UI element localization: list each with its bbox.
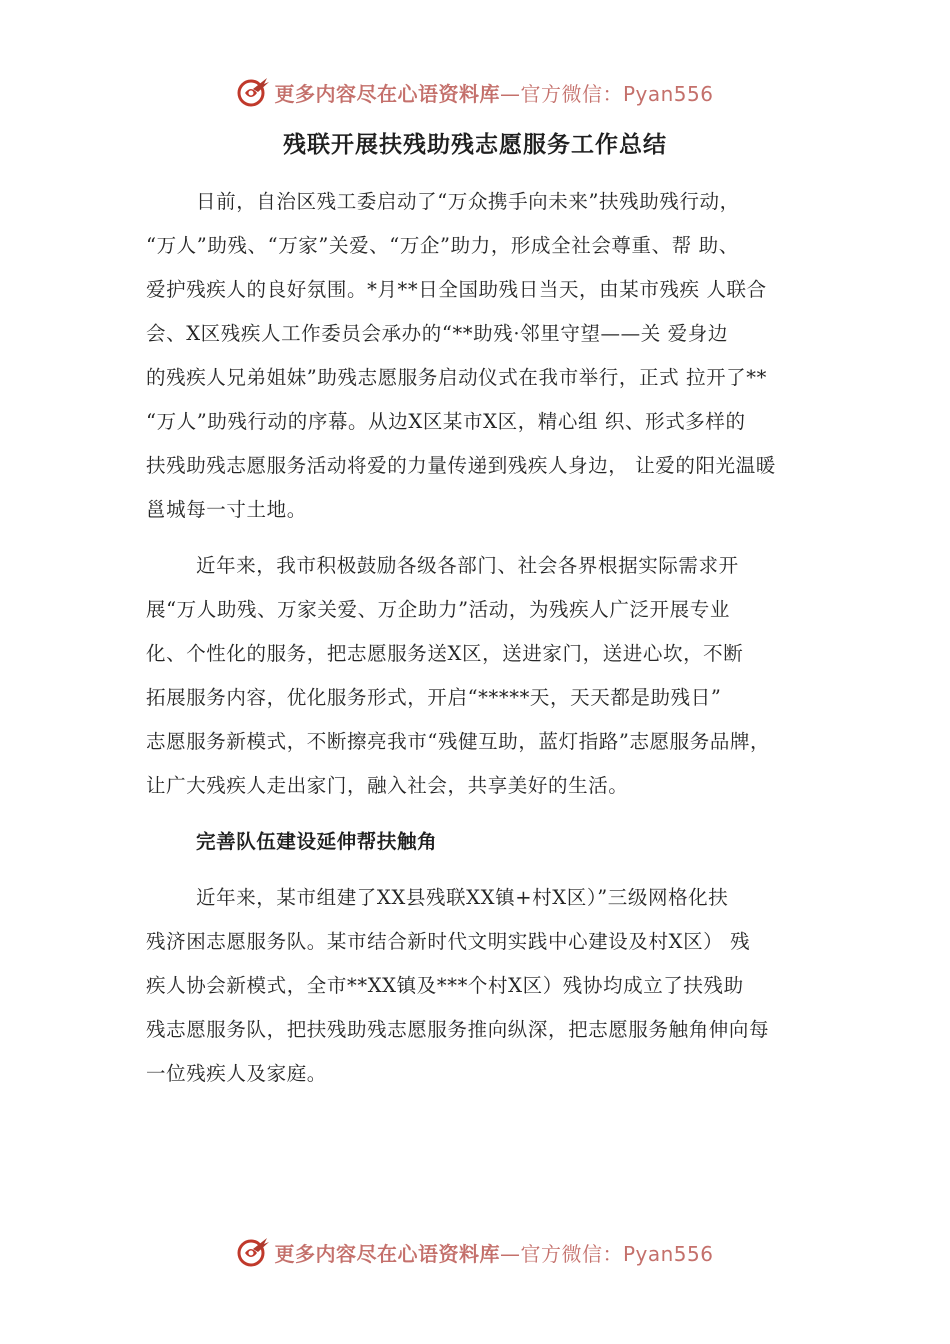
text-line: “万人”助残行动的序幕。从边X区某市X区，精心组 织、形式多样的 [146, 410, 746, 433]
text-line: 近年来，某市组建了XX县残联XX镇+村X区）”三级网格化扶 [196, 886, 729, 909]
text-line: 疾人协会新模式，全市**XX镇及***个村X区）残协均成立了扶残助 [146, 974, 744, 997]
watermark-text: 更多内容尽在心语资料库—官方微信：Pyan556 [274, 81, 714, 106]
text-line: 的残疾人兄弟姐妹”助残志愿服务启动仪式在我市举行，正式 拉开了** [146, 366, 767, 389]
document-title: 残联开展扶残助残志愿服务工作总结 [283, 132, 667, 158]
text-line: 爱护残疾人的良好氛围。*月**日全国助残日当天，由某市残疾 人联合 [146, 278, 767, 301]
text-line: 化、个性化的服务，把志愿服务送X区，送进家门，送进心坎，不断 [146, 642, 744, 665]
footer-watermark-banner [0, 1232, 950, 1272]
document-body [146, 180, 836, 1096]
text-line: 让广大残疾人走出家门，融入社会，共享美好的生活。 [146, 774, 629, 797]
logo-icon [236, 75, 270, 109]
text-line: 会、X区残疾人工作委员会承办的“**助残·邻里守望——关 爱身边 [146, 322, 728, 345]
text-line: 近年来，我市积极鼓励各级各部门、社会各界根据实际需求开 [196, 554, 739, 577]
section-heading: 完善队伍建设延伸帮扶触角 [196, 830, 438, 853]
text-line: 志愿服务新模式，不断擦亮我市“残健互助，蓝灯指路”志愿服务品牌， [146, 730, 771, 753]
text-line: 一位残疾人及家庭。 [146, 1062, 327, 1085]
paragraph-1 [146, 180, 836, 532]
text-line: 拓展服务内容，优化服务形式，开启“*****天，天天都是助残日” [146, 686, 722, 709]
paragraph-3 [146, 876, 836, 1096]
header-watermark-banner [0, 72, 950, 112]
logo-icon [236, 1235, 270, 1269]
text-line: 残志愿服务队，把扶残助残志愿服务推向纵深，把志愿服务触角伸向每 [146, 1018, 770, 1041]
text-line: “万人”助残、“万家”关爱、“万企”助力，形成全社会尊重、帮 助、 [146, 234, 739, 257]
paragraph-2 [146, 544, 836, 808]
text-line: 邕城每一寸土地。 [146, 498, 307, 521]
text-line: 残济困志愿服务队。某市结合新时代文明实践中心建设及村X区） 残 [146, 930, 751, 953]
text-line: 日前，自治区残工委启动了“万众携手向未来”扶残助残行动， [196, 190, 740, 213]
text-line: 扶残助残志愿服务活动将爱的力量传递到残疾人身边， 让爱的阳光温暖 [146, 454, 776, 477]
watermark-text: 更多内容尽在心语资料库—官方微信：Pyan556 [274, 1241, 714, 1266]
text-line: 展“万人助残、万家关爱、万企助力”活动，为残疾人广泛开展专业 [146, 598, 730, 621]
